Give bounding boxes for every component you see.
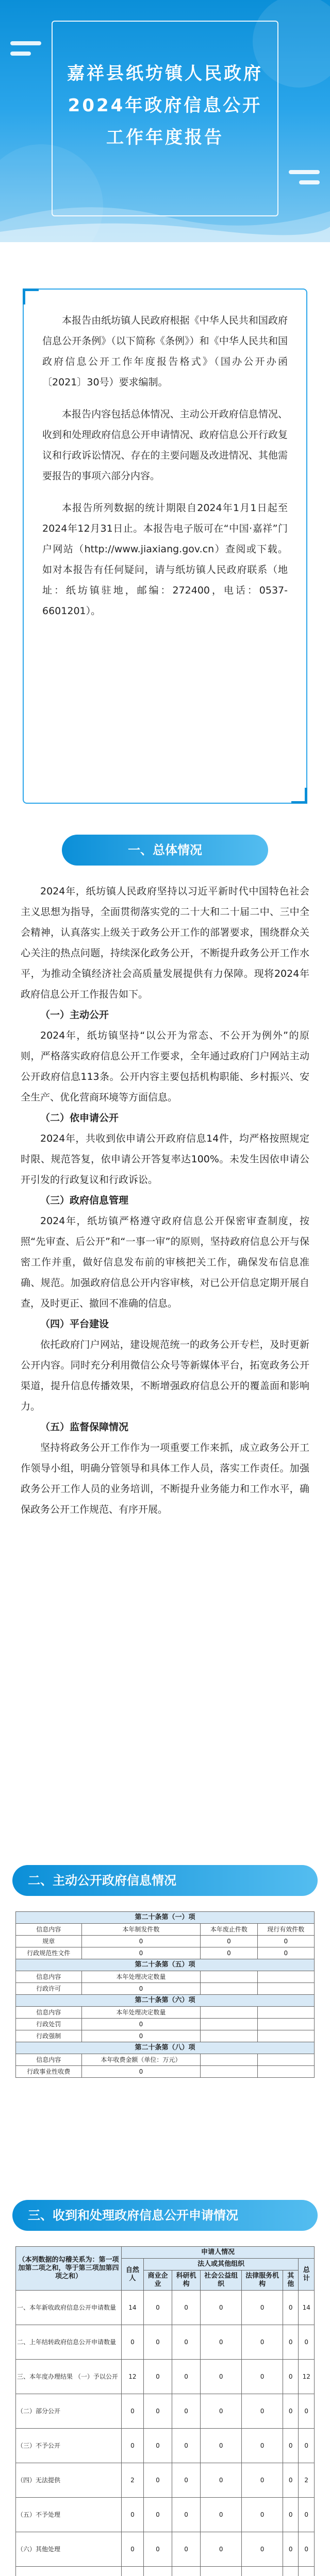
table-cell: 0 xyxy=(283,2325,299,2360)
table-cell: 14 xyxy=(122,2291,144,2325)
overall-subheading: （五）监督保障情况 xyxy=(40,1421,129,1433)
table-cell: 0 xyxy=(143,2463,172,2498)
table-cell: 2 xyxy=(299,2463,315,2498)
table-cell: 0 xyxy=(299,2394,315,2429)
table-cell: 0 xyxy=(242,2463,283,2498)
legal-subcolumn-header: 商业企业 xyxy=(143,2270,172,2291)
legal-subcolumn-header: 社会公益组织 xyxy=(201,2270,242,2291)
table-cell: 0 xyxy=(172,2394,201,2429)
legal-subcolumn-header: 科研机构 xyxy=(172,2270,201,2291)
applicant-header: 申请人情况 xyxy=(122,2247,315,2259)
table-row xyxy=(16,2394,315,2429)
table-cell: 0 xyxy=(242,2325,283,2360)
intro-paragraph: 本报告所列数据的统计期限自2024年1月1日起至2024年12月31日止。本报告电子版可在“中国·嘉祥”门户网站（http://www.jiaxiang.gov.cn）查阅或下载。如对本报告有任何疑问，请与纸坊镇人民政府联系（地址：纸坊镇驻地，邮编：272400，电话：0537-6601201）。 xyxy=(42,502,288,617)
overall-subheading: （一）主动公开 xyxy=(40,1009,109,1021)
legal-subcolumn-header: 法律服务机构 xyxy=(242,2270,283,2291)
table-cell: 0 xyxy=(201,2463,242,2498)
table-cell xyxy=(283,2567,299,2576)
table-cell xyxy=(201,2030,257,2042)
table-cell xyxy=(143,2567,172,2576)
column-header: 本年废止件数 xyxy=(201,1924,257,1936)
natural-person-header: 自然人 xyxy=(122,2259,144,2291)
group-title: 第二十条第（一）项 xyxy=(16,1912,315,1924)
column-header xyxy=(257,1971,314,1983)
column-header: 信息内容 xyxy=(16,1924,82,1936)
table-cell: 0 xyxy=(172,2291,201,2325)
overall-subheading: （四）平台建设 xyxy=(40,1318,109,1330)
table-cell: 0 xyxy=(172,2429,201,2463)
overall-paragraph: 2024年，纸坊镇坚持“以公开为常态、不公开为例外”的原则，严格落实政府信息公开工作要求，全年通过政府门户网站主动公开政府信息113条。公开内容主要包括机构职能、乡村振兴、安全生产、优化营商环境等方面信息。 xyxy=(21,1030,309,1103)
table-cell: 0 xyxy=(172,2498,201,2532)
report-title-line-1: 嘉祥县纸坊镇人民政府 xyxy=(67,63,263,84)
table-t2 xyxy=(15,1911,315,2078)
column-header: 本年处理决定数量 xyxy=(81,1971,201,1983)
table-cell: （四）无法提供 xyxy=(16,2463,122,2498)
report-title-line-3: 工作年度报告 xyxy=(106,127,224,148)
table-cell: 0 xyxy=(143,2429,172,2463)
table-row xyxy=(16,2498,315,2532)
table-cell: （三）不予公开 xyxy=(16,2429,122,2463)
table-cell: 0 xyxy=(299,2429,315,2463)
intro-paragraph: 本报告内容包括总体情况、主动公开政府信息情况、收到和处理政府信息公开申请情况、政府信息公开行政复议和行政诉讼情况、存在的主要问题及改进情况、其他需要报告的事项六部分内容。 xyxy=(42,409,288,482)
table-cell: 0 xyxy=(299,2325,315,2360)
overall-subheading: （三）政府信息管理 xyxy=(40,1195,129,1206)
table-group-header xyxy=(16,1995,315,2007)
active-disclosure-table xyxy=(15,1911,315,2078)
table-cell xyxy=(201,2567,242,2576)
table-row xyxy=(16,2325,315,2360)
overall-paragraph: 依托政府门户网站，建设规范统一的政务公开专栏，及时更新公开内容。同时充分利用微信公众号等新媒体平台，拓宽政务公开渠道，提升信息传播效果，不断增强政府信息公开的覆盖面和影响力。 xyxy=(21,1339,309,1412)
table-row xyxy=(16,2019,315,2030)
table-cell: 0 xyxy=(283,2360,299,2394)
table-cell: 0 xyxy=(299,2498,315,2532)
table-cell: 0 xyxy=(122,2532,144,2567)
table-cell: 0 xyxy=(81,1947,201,1959)
table-cell: 0 xyxy=(201,2291,242,2325)
table-cell: 0 xyxy=(143,2291,172,2325)
table-cell xyxy=(16,2567,122,2576)
table-row xyxy=(16,1936,315,1947)
corner-decoration xyxy=(23,289,39,304)
table-cell: 一、本年新收政府信息公开申请数量 xyxy=(16,2291,122,2325)
table-cell xyxy=(242,2567,283,2576)
table-cell: 0 xyxy=(283,2394,299,2429)
table-row xyxy=(16,1983,315,1995)
table-cell: 0 xyxy=(143,2498,172,2532)
table-cell xyxy=(201,2066,257,2078)
table-column-header-row xyxy=(16,2007,315,2019)
table-cell: 0 xyxy=(143,2532,172,2567)
column-header xyxy=(257,2054,314,2066)
table-cell xyxy=(201,1983,257,1995)
overall-paragraph: 2024年，纸坊镇严格遵守政府信息公开保密审查制度，按照“先审查、后公开”和“一事一审”的原则，坚持政府信息公开与保密工作并重，做好信息发布前的审核把关工作，确保发布信息准确、规范。加强政府信息公开内容审核，对已公开信息定期开展自查，及时更正、撤回不准确的信息。 xyxy=(21,1215,309,1309)
table-column-header-row xyxy=(16,1924,315,1936)
table-cell: 规章 xyxy=(16,1936,82,1947)
table-cell: 0 xyxy=(122,2429,144,2463)
table-cell: 14 xyxy=(299,2291,315,2325)
table-cell: 0 xyxy=(201,1936,257,1947)
table-cell: 0 xyxy=(242,2532,283,2567)
table-cell: 0 xyxy=(81,1983,201,1995)
table-cell: 0 xyxy=(172,2325,201,2360)
table-cell: 0 xyxy=(201,2429,242,2463)
table-cell: 0 xyxy=(201,2532,242,2567)
intro-paragraph: 本报告由纸坊镇人民政府根据《中华人民共和国政府信息公开条例》（以下简称《条例》）和《中华人民共和国政府信息公开工作年度报告格式》（国办公开办函〔2021〕30号）要求编制。 xyxy=(42,315,288,388)
report-title-line-2: 2024年政府信息公开 xyxy=(68,95,262,116)
section-header-overall: 一、总体情况 xyxy=(62,835,268,866)
table-cell: 2 xyxy=(122,2463,144,2498)
overall-paragraph: 坚持将政务公开工作作为一项重要工作来抓，成立政务公开工作领导小组，明确分管领导和具体工作人员，落实工作责任。加强政务公开工作人员的业务培训，不断提升业务能力和工作水平，确保政务公开工作规范、有序开展。 xyxy=(21,1442,309,1515)
overall-paragraph: 2024年，纸坊镇人民政府坚持以习近平新时代中国特色社会主义思想为指导，全面贯彻落实党的二十大和二十届二中、三中全会精神，认真落实上级关于政务公开工作的部署要求，围绕群众关心关注的热点问题，持续深化政务公开，不断提升政务公开工作水平，为推动全镇经济社会高质量发展提供有力保障。现将2024年政府信息公开工作报告如下。 xyxy=(21,886,309,1000)
table-cell: 0 xyxy=(242,2498,283,2532)
table-cell: 0 xyxy=(172,2463,201,2498)
table-cell: 0 xyxy=(283,2532,299,2567)
table-group-header xyxy=(16,2042,315,2054)
table-cell: 0 xyxy=(201,2498,242,2532)
table-cell: 0 xyxy=(201,2394,242,2429)
intro-card xyxy=(23,289,307,804)
table-cell: 行政事业性收费 xyxy=(16,2066,82,2078)
table-cell: 0 xyxy=(122,2498,144,2532)
table-cell: （五）不予处理 xyxy=(16,2498,122,2532)
column-header xyxy=(201,2054,257,2066)
table-cell: 0 xyxy=(81,2019,201,2030)
table-cell: 0 xyxy=(172,2532,201,2567)
table-cell: 0 xyxy=(143,2360,172,2394)
total-header: 总计 xyxy=(299,2259,315,2291)
table-group-header xyxy=(16,1912,315,1924)
table-cell: 0 xyxy=(283,2429,299,2463)
table-cell: 12 xyxy=(299,2360,315,2394)
section-header-applications: 三、收到和处理政府信息公开申请情况 xyxy=(12,2200,318,2231)
overall-subheading: （二）依申请公开 xyxy=(40,1112,119,1124)
column-header: 本年收费金额（单位：万元） xyxy=(81,2054,201,2066)
table-cell xyxy=(122,2567,144,2576)
table-cell: 行政规范性文件 xyxy=(16,1947,82,1959)
table-group-header xyxy=(16,1959,315,1971)
overall-paragraph: 2024年，共收到依申请公开政府信息14件，均严格按照规定时限、规范答复，依申请公开答复率达100%。未发生因依申请公开引发的行政复议和行政诉讼。 xyxy=(21,1133,309,1185)
table-row xyxy=(16,2463,315,2498)
column-header: 现行有效件数 xyxy=(257,1924,314,1936)
table-row xyxy=(16,2567,315,2576)
table-cell: 0 xyxy=(143,2325,172,2360)
table-cell: 0 xyxy=(201,1947,257,1959)
table-cell xyxy=(257,2066,314,2078)
table-cell: 0 xyxy=(283,2463,299,2498)
table-row xyxy=(16,2291,315,2325)
column-header: 信息内容 xyxy=(16,1971,82,1983)
table-cell: 0 xyxy=(242,2360,283,2394)
table-cell: 0 xyxy=(201,2325,242,2360)
table-column-header-row xyxy=(16,2054,315,2066)
table-cell: 0 xyxy=(299,2532,315,2567)
table-row xyxy=(16,1947,315,1959)
group-title: 第二十条第（五）项 xyxy=(16,1959,315,1971)
table-cell: 0 xyxy=(81,2030,201,2042)
table-cell: 二、上年结转政府信息公开申请数量 xyxy=(16,2325,122,2360)
table-cell: 行政处罚 xyxy=(16,2019,82,2030)
column-header: 信息内容 xyxy=(16,2007,82,2019)
table-cell xyxy=(257,1983,314,1995)
section-header-active-disclosure: 二、主动公开政府信息情况 xyxy=(12,1865,318,1896)
table-cell: 行政许可 xyxy=(16,1983,82,1995)
table-cell xyxy=(299,2567,315,2576)
legal-entity-header: 法人或其他组织 xyxy=(143,2259,299,2270)
table-cell xyxy=(201,2019,257,2030)
column-header xyxy=(257,2007,314,2019)
table-cell: 0 xyxy=(122,2325,144,2360)
table-cell: （二）部分公开 xyxy=(16,2394,122,2429)
table-cell: 0 xyxy=(257,1947,314,1959)
legal-subcolumn-header: 其他 xyxy=(283,2270,299,2291)
table-t3 xyxy=(15,2246,315,2576)
table-cell: 0 xyxy=(122,2394,144,2429)
column-header: 本年处理决定数量 xyxy=(81,2007,201,2019)
table-cell: 0 xyxy=(201,2360,242,2394)
column-header xyxy=(201,1971,257,1983)
table-cell: 0 xyxy=(242,2291,283,2325)
table-cell: 三、本年度办理结果 （一）予以公开 xyxy=(16,2360,122,2394)
header-banner xyxy=(0,0,330,242)
table-cell: 行政强制 xyxy=(16,2030,82,2042)
column-header xyxy=(201,2007,257,2019)
content-header: （本列数据的勾稽关系为：第一项加第二项之和，等于第三项加第四项之和） xyxy=(16,2247,122,2291)
table-cell: 0 xyxy=(283,2498,299,2532)
table-cell: 0 xyxy=(257,1936,314,1947)
table-row xyxy=(16,2030,315,2042)
applications-table xyxy=(15,2246,315,2576)
table-row xyxy=(16,2360,315,2394)
table-cell: 0 xyxy=(81,1936,201,1947)
group-title: 第二十条第（六）项 xyxy=(16,1995,315,2007)
table-cell: （六）其他处理 xyxy=(16,2532,122,2567)
table-cell: 12 xyxy=(122,2360,144,2394)
table-cell xyxy=(172,2567,201,2576)
table-cell xyxy=(257,2030,314,2042)
table-cell: 0 xyxy=(242,2429,283,2463)
table-row xyxy=(16,2429,315,2463)
corner-decoration xyxy=(291,788,307,804)
table-row xyxy=(16,2066,315,2078)
table-cell xyxy=(257,2019,314,2030)
table-header-row xyxy=(16,2247,315,2259)
group-title: 第二十条第（八）项 xyxy=(16,2042,315,2054)
overall-body xyxy=(21,881,309,1520)
column-header: 信息内容 xyxy=(16,2054,82,2066)
table-column-header-row xyxy=(16,1971,315,1983)
table-cell: 0 xyxy=(242,2394,283,2429)
table-cell: 0 xyxy=(143,2394,172,2429)
title-frame xyxy=(52,21,278,216)
table-cell: 0 xyxy=(283,2291,299,2325)
table-cell: 0 xyxy=(172,2360,201,2394)
column-header: 本年制发件数 xyxy=(81,1924,201,1936)
table-row xyxy=(16,2532,315,2567)
table-cell: 0 xyxy=(81,2066,201,2078)
